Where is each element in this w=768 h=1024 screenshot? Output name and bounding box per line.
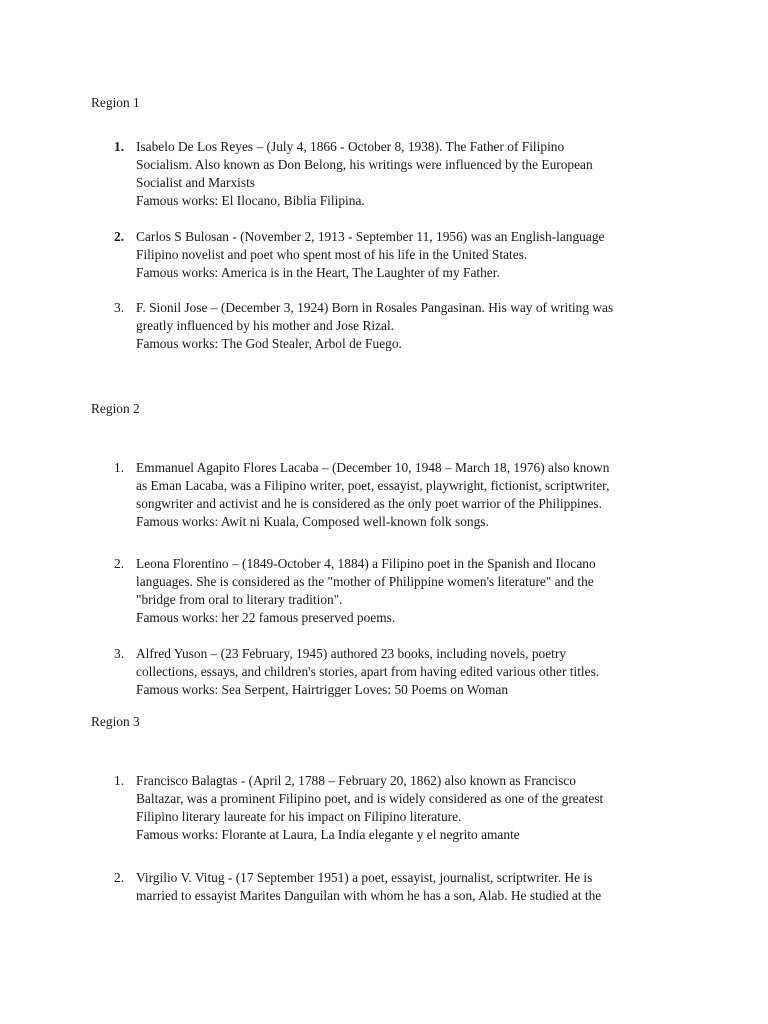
- entry-text: [136, 228, 696, 282]
- entry-line: Baltazar, was a prominent Filipino poet, and is widely considered as one of the greatest: [136, 791, 604, 806]
- entry-text: [136, 645, 696, 699]
- entry-line: Alfred Yuson – (23 February, 1945) authored 23 books, including novels, poetry: [136, 646, 567, 661]
- region-1-heading: Region 1: [91, 95, 140, 110]
- entry-line: Isabelo De Los Reyes – (July 4, 1866 - October 8, 1938). The Father of Filipino: [136, 139, 565, 154]
- list-number: 1.: [114, 773, 125, 788]
- entry-text: [136, 555, 696, 627]
- list-number: 2.: [114, 229, 125, 244]
- region-2-heading: Region 2: [91, 401, 140, 416]
- region-3-heading: Region 3: [91, 714, 140, 729]
- entry-line: Leona Florentino – (1849-October 4, 1884) a Filipino poet in the Spanish and Ilocano: [136, 556, 596, 571]
- entry-line: as Eman Lacaba, was a Filipino writer, poet, essayist, playwright, fictionist, scriptwriter,: [136, 478, 610, 493]
- list-number: 3.: [114, 646, 125, 661]
- entry-line: Carlos S Bulosan - (November 2, 1913 - September 11, 1956) was an English-language: [136, 229, 605, 244]
- entry-line: languages. She is considered as the "mother of Philippine women's literature" and the: [136, 574, 594, 589]
- entry-text: [136, 459, 696, 531]
- famous-works-line: Famous works: Awit ni Kuala, Composed well-known folk songs.: [136, 514, 489, 529]
- entry-line: married to essayist Marites Danguilan with whom he has a son, Alab. He studied at the: [136, 888, 602, 903]
- entry-line: Filipino novelist and poet who spent most of his life in the United States.: [136, 247, 528, 262]
- entry-text: [136, 772, 696, 844]
- famous-works-line: Famous works: The God Stealer, Arbol de Fuego.: [136, 336, 402, 351]
- famous-works-line: Famous works: Sea Serpent, Hairtrigger Loves: 50 Poems on Woman: [136, 682, 509, 697]
- list-number: 3.: [114, 300, 125, 315]
- list-number: 1.: [114, 460, 125, 475]
- entry-line: Francisco Balagtas - (April 2, 1788 – February 20, 1862) also known as Francisco: [136, 773, 576, 788]
- entry-line: Emmanuel Agapito Flores Lacaba – (December 10, 1948 – March 18, 1976) also known: [136, 460, 610, 475]
- entry-text: [136, 299, 696, 353]
- entry-text: [136, 869, 696, 905]
- entry-line: Filipino literary laureate for his impact on Filipino literature.: [136, 809, 462, 824]
- famous-works-line: Famous works: El Ilocano, Biblia Filipina.: [136, 193, 365, 208]
- entry-line: Socialism. Also known as Don Belong, his writings were influenced by the European: [136, 157, 593, 172]
- entry-line: Virgilio V. Vitug - (17 September 1951) a poet, essayist, journalist, scriptwriter. He is: [136, 870, 593, 885]
- list-number: 1.: [114, 139, 125, 154]
- entry-line: F. Sionil Jose – (December 3, 1924) Born in Rosales Pangasinan. His way of writing was: [136, 300, 614, 315]
- entry-line: "bridge from oral to literary tradition".: [136, 592, 343, 607]
- list-number: 2.: [114, 556, 125, 571]
- entry-line: songwriter and activist and he is considered as the only poet warrior of the Philippines.: [136, 496, 602, 511]
- list-number: 2.: [114, 870, 125, 885]
- entry-line: Socialist and Marxists: [136, 175, 256, 190]
- entry-text: [136, 138, 696, 210]
- famous-works-line: Famous works: Florante at Laura, La India elegante y el negrito amante: [136, 827, 520, 842]
- famous-works-line: Famous works: her 22 famous preserved poems.: [136, 610, 396, 625]
- entry-line: greatly influenced by his mother and Jose Rizal.: [136, 318, 395, 333]
- famous-works-line: Famous works: America is in the Heart, The Laughter of my Father.: [136, 265, 500, 280]
- entry-line: collections, essays, and children's stories, apart from having edited various other titles.: [136, 664, 600, 679]
